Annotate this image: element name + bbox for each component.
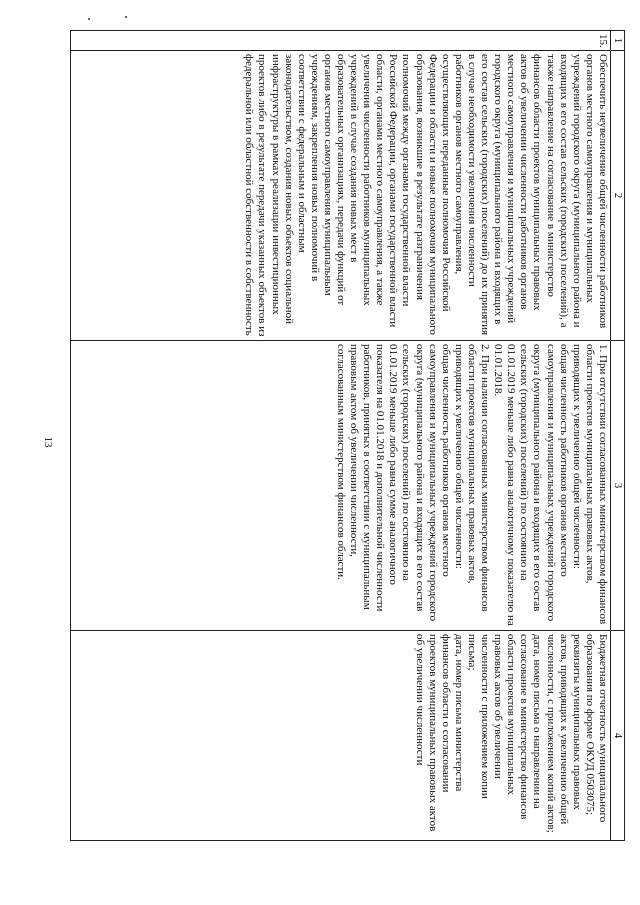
- row-number: [71, 31, 611, 51]
- scan-speck: [125, 16, 127, 18]
- rotated-table-wrapper: [70, 30, 625, 840]
- evaluation-criteria: [71, 341, 611, 631]
- measure-description: [71, 51, 611, 341]
- confirming-documents-text: Бюджетная отчетность муниципального образования по форме ОКУД 0503075; реквизиты муниципальных правовых актов, приводящих к увеличению общей численности, с приложением копий актов; дата, номер письма о направлении на согласование в министерство финансов области проектов муниципальных правовых актов об увеличении численности с приложением копии письма; дата, номер письма министерства финансов области о согласовании проектов муниципальных правовых актов об увеличении численности: [413, 634, 609, 833]
- header-row: [610, 31, 624, 841]
- confirming-documents: [71, 631, 611, 841]
- evaluation-criteria-text: 1. При отсутствии согласованных министерством финансов области проектов муниципальных правовых актов, приводящих к увеличению общей численности: общая численность работников органов местного самоуправления и муниципальных учреждений городского округа (муниципального района и входящих в его состав сельских (городских) поселений) по состоянию на 01.01.2019 меньше либо равна аналогичному показателю на 01.01.2018. 2. При наличии согласованных министерством финансов области проектов муниципальных правовых актов, приводящих к увеличению общей численности: общая численность работников органов местного самоуправления и муниципальных учреждений городского округа (муниципального района и входящих в его состав сельских (городских) поселений) по состоянию на 01.01.2019 меньше либо равна сумме аналогичного показателя на 01.01.2018 и дополнительной численности работников, принятых в соответствии с муниципальным правовым актом об увеличении численности, согласованным министерством финансов области.: [335, 344, 609, 626]
- rotated-page: [70, 30, 625, 840]
- header-col-3: 3: [610, 341, 624, 631]
- measure-description-text: Обеспечить неувеличение общей численности работников органов местного самоуправления и муниципальных учреждений городского округа (муниципального района и входящих в его состав сельских (городских) поселений), а также направление на согласование в министерство финансов области проектов муниципальных правовых актов об увеличении численности работников органов местного самоуправления и муниципальных учреждений городского округа (муниципального района и входящих в его состав сельских (городских) поселений) до их принятия в случае необходимости увеличения численности работников органов местного самоуправления, осуществляющих переданные полномочия Российской Федерации и области и новые полномочия муниципального образования, возникшие в результате разграничения полномочий между органами государственной власти Российской Федерации, органами государственной власти области, органами местного самоуправления, а также увеличения численности работников муниципальных учреждений в случае создания новых мест в образовательных организациях, передачи функций от органов местного самоуправления муниципальным учреждениям, закрепления новых полномочий в соответствии с федеральным и областным законодательством, создания новых объектов социальной инфраструктуры в рамках реализации инвестиционных проектов либо в результате передачи указанных объектов из федеральной или областной собственности в собственность: [243, 54, 609, 337]
- measures-table: [70, 30, 625, 841]
- header-col-1: 1: [610, 31, 624, 51]
- header-col-2: 2: [610, 51, 624, 341]
- header-col-4: 4: [610, 631, 624, 841]
- table-row: [71, 31, 611, 841]
- scan-speck: [88, 18, 90, 20]
- row-number-text: 15.: [596, 34, 609, 48]
- page-number: 13: [42, 436, 54, 448]
